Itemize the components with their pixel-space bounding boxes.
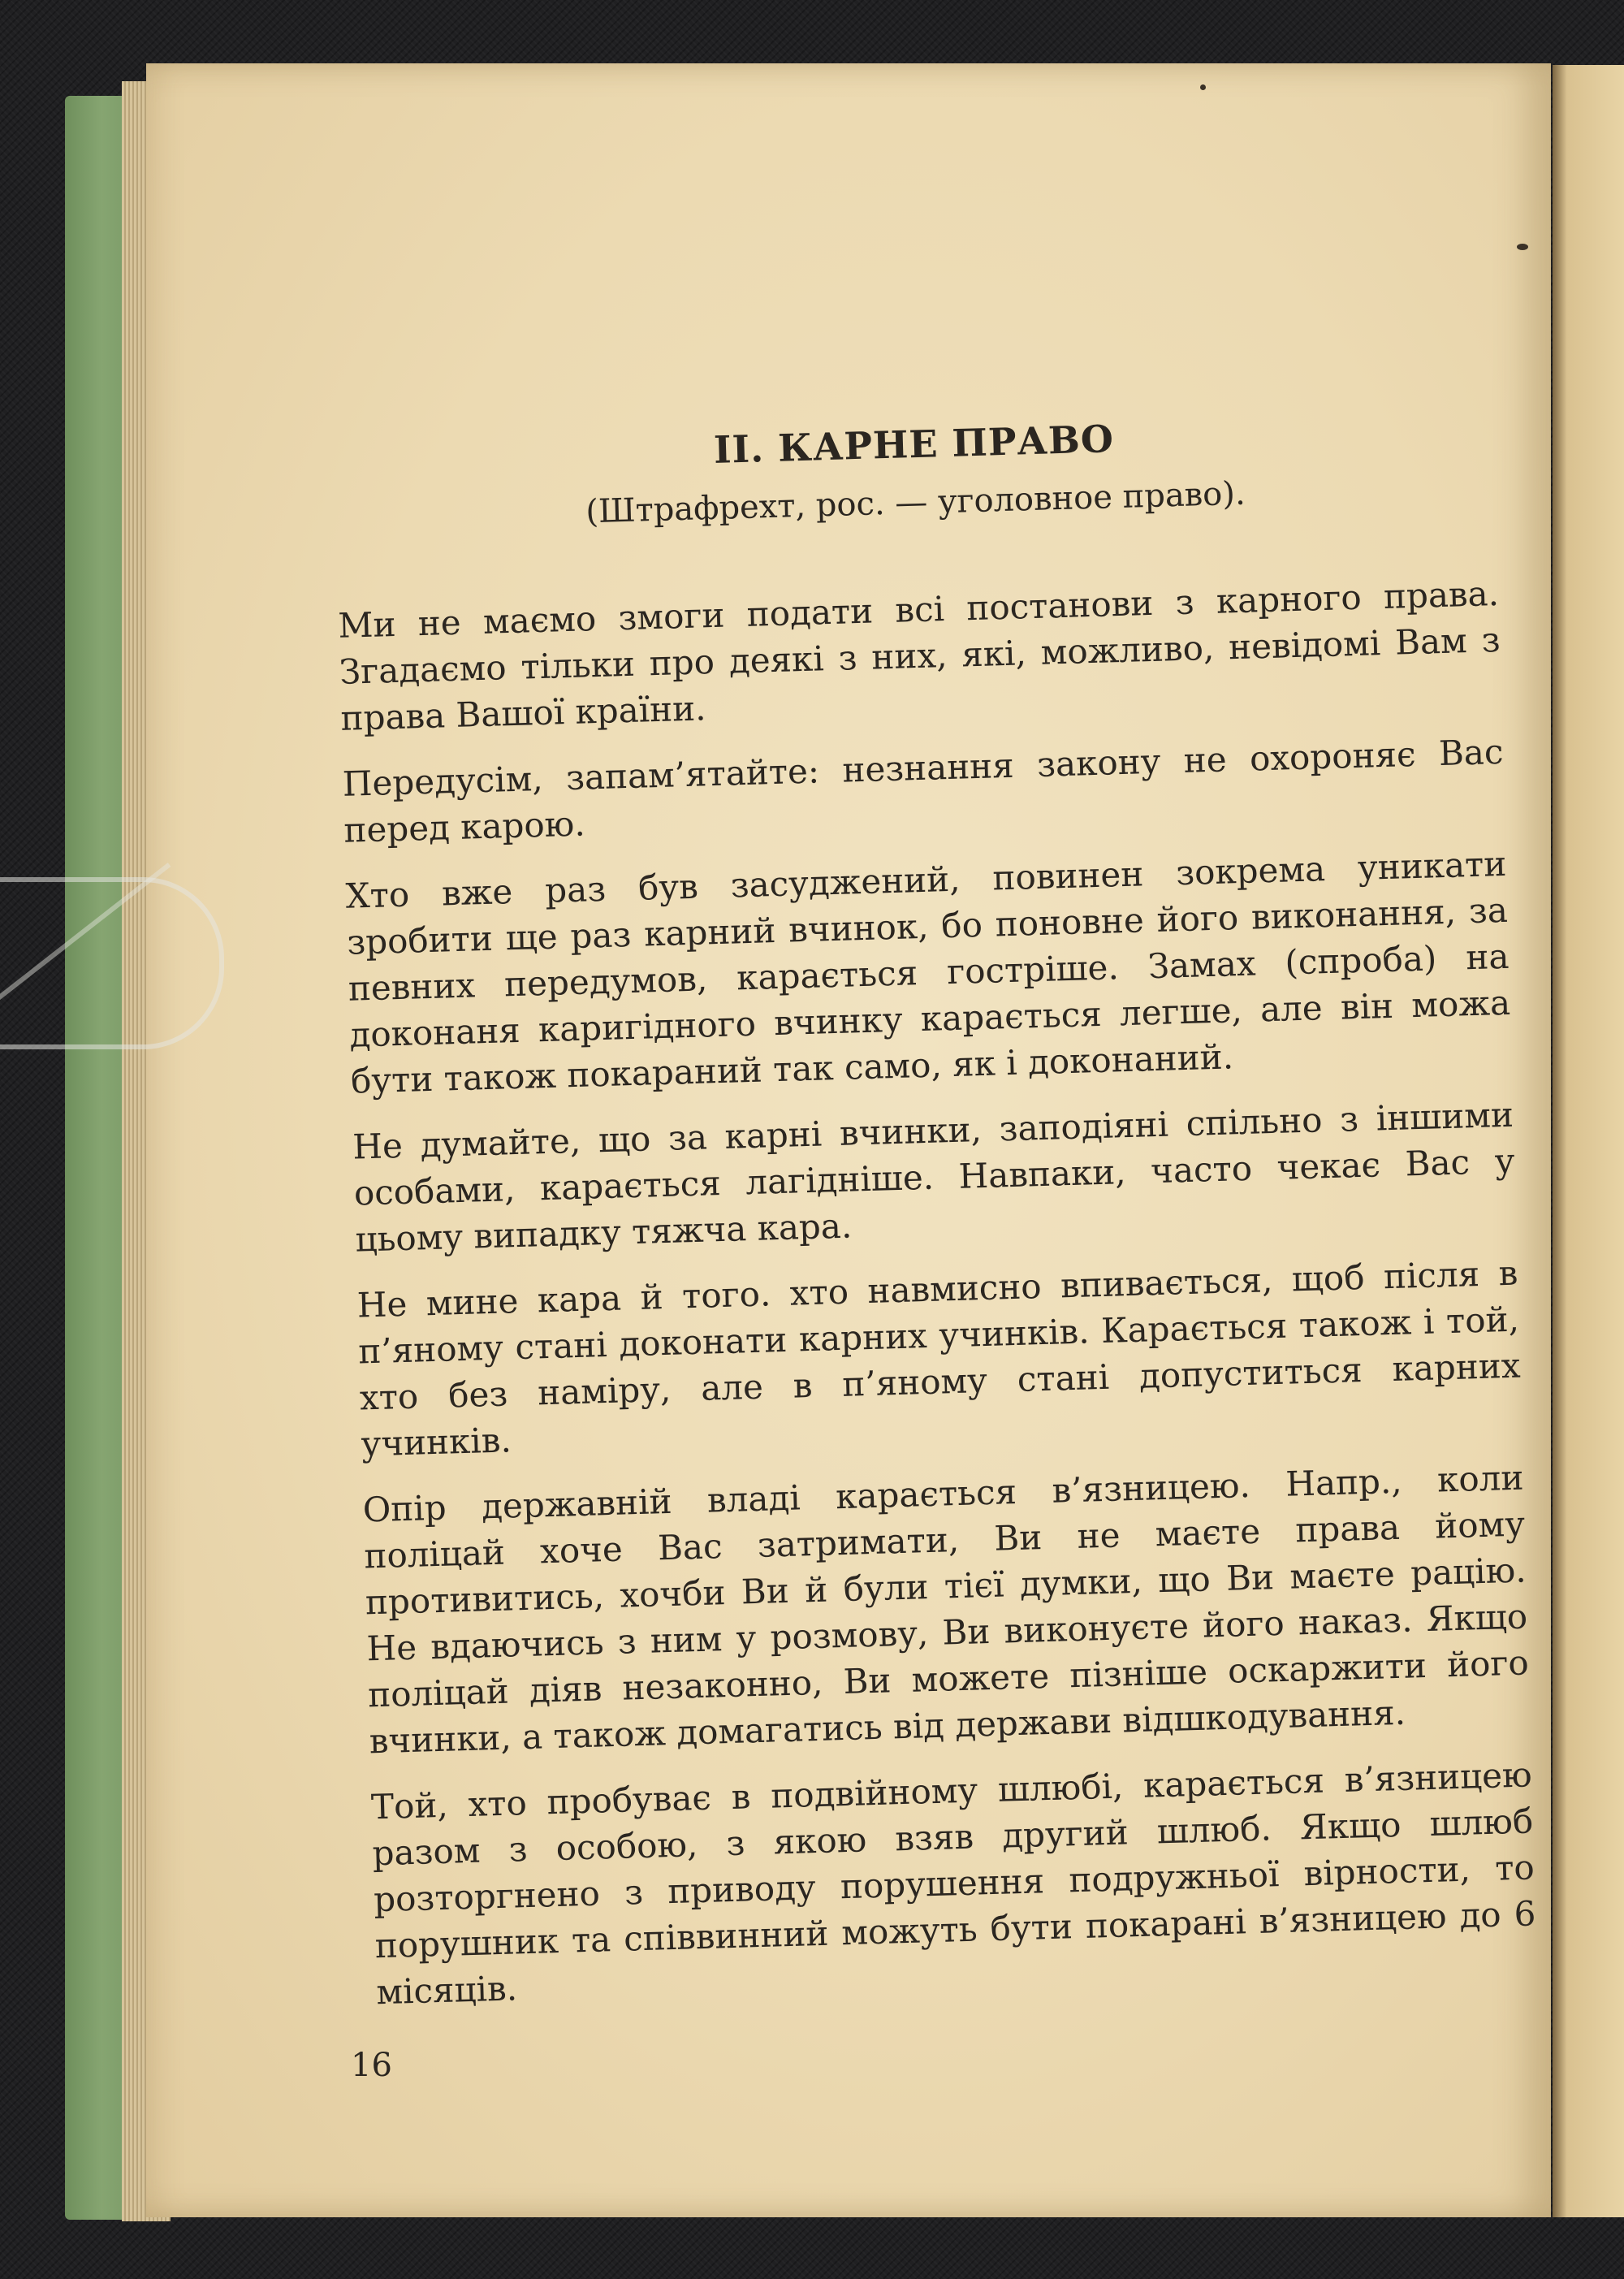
paragraph: Опір державній владі карається в’язницею. Напр., коли поліцай хоче Вас затримати, Ви не маєте права йому противитись, хочби Ви й були тієї думки, що Ви маєте рацію. Не вдаючись з ним у розмову, Ви виконуєте його наказ. Якщо поліцай діяв незаконно, Ви можете пізніше оскаржити його вчинки, а також домагатись від держави відшкодування. (362, 1457, 1530, 1762)
paragraph: Хто вже раз був засуджений, повинен зокрема уникати зробити ще раз карний вчинок, бо поновне його виконання, за певних передумов, карається гостріше. Замах (спроба) на доконаня каригідного вчинку карається легше, але він можа бути також покараний так само, як і доконаний. (345, 843, 1511, 1101)
page-number: 16 (351, 2047, 392, 2084)
paragraph: Ми не маємо змоги подати всі постанови з карного права. Згадаємо тільки про деякі з них, які, можливо, невідомі Вам з права Вашої країни. (337, 573, 1501, 738)
paragraph: Той, хто пробуває в подвійному шлюбі, карається в’язницею разом з особою, з якою взяв другий шлюб. Якщо шлюб розторгнено з приводу порушення подружньої вірности, то порушник та співвинний можуть бути покарані в’язницею до 6 місяців. (370, 1754, 1536, 2013)
paragraph: Передусім, запам’ятайте: незнання закону не охороняє Вас перед карою. (342, 731, 1505, 850)
paper-clip (0, 877, 224, 1049)
section-subheading: (Штрафрехт, рос. — уголовное право). (585, 474, 1246, 531)
page-text (333, 406, 1538, 2035)
page-speck (1200, 84, 1206, 90)
paragraph: Не думайте, що за карні вчинки, заподіяні спільно з іншими особами, карається лагідніше. Навпаки, часто чекає Вас у цьому випадку тяжча кара. (352, 1094, 1516, 1260)
paragraph: Не мине кара й того. хто навмисно впивається, щоб після в п’яному стані доконати карних учинків. Карається також і той, хто без наміру, але в п’яному стані допуститься карних учинків. (356, 1252, 1522, 1464)
page-speck (1517, 244, 1528, 250)
next-page-edge (1553, 65, 1624, 2217)
section-heading: II. КАРНЕ ПРАВО (713, 417, 1115, 472)
